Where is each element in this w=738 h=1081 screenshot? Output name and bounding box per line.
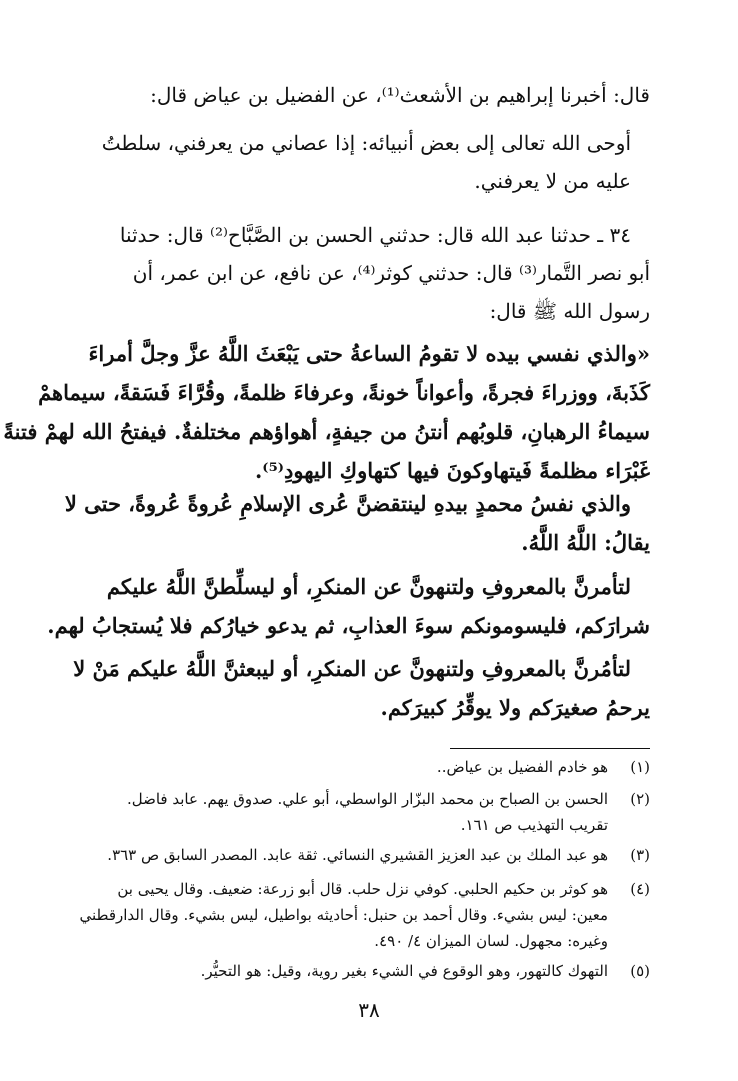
footnote-1: [90, 754, 650, 780]
footnote-divider: [450, 748, 650, 749]
footnote-3-line-1: هو عبد الملك بن عبد العزيز القشيري النسائي. ثقة عابد. المصدر السابق ص ٣٦٣.: [107, 846, 608, 864]
hadith-p3-line-2: شرارَكم، فليسومونكم سوءَ العذابِ، ثم يدعو خيارُكم فلا يُستجابُ لهم.: [47, 613, 650, 638]
footnote-4-line-2: معين: ليس بشيء. وقال أحمد بن حنبل: أحاديثه بواطيل، ليس بشيء. وقال الدارقطني: [79, 906, 608, 924]
hadith-p4-line-1: لتأمُرنَّ بالمعروفِ ولتنهونَّ عن المنكرِ، أو ليبعثنَّ اللَّهُ عليكم مَنْ لا: [73, 656, 631, 681]
hadith-paragraph-3-cont: [47, 606, 650, 645]
isnad-34-paragraph: [86, 216, 631, 254]
isnad-34-continuation: [86, 254, 650, 330]
hadith-paragraph-3: [86, 567, 631, 606]
hadith-p3-line-1: لتأمرنَّ بالمعروفِ ولتنهونَّ عن المنكرِ، أو ليسلِّطنَّ اللَّهُ عليكم: [106, 574, 631, 599]
isnad-34-line-3: رسول الله ﷺ قال:: [489, 299, 650, 323]
hadith-p1-line-3: سيماءُ الرهبانِ، قلوبُهم أنتنُ من جيفةٍ، أهواؤهم مختلفةٌ. فيفتحُ الله لهمْ فتنةً: [3, 419, 650, 444]
footnote-1-line-1: هو خادم الفضيل بن عياض..: [436, 758, 608, 776]
hadith-paragraph-2-cont: [86, 523, 650, 562]
fudayl-quote-line-1: أوحى الله تعالى إلى بعض أنبيائه: إذا عصاني من يعرفني، سلطتُ: [101, 131, 631, 155]
footnote-4-line-3: وغيره: مجهول. لسان الميزان ٤/ ٤٩٠.: [374, 932, 608, 950]
hadith-paragraph-2: [64, 484, 631, 523]
page-number: ٣٨: [358, 998, 380, 1022]
footnote-2-line-1: الحسن بن الصباح بن محمد البزّار الواسطي، أبو علي. صدوق يهم. عابد فاضل.: [126, 790, 608, 808]
intro-paragraph: [86, 76, 650, 114]
hadith-paragraph-4: [73, 649, 631, 688]
footnote-1-number: (١): [630, 758, 650, 776]
hadith-p4-line-2: يرحمُ صغيرَكم ولا يوقِّرُ كبيرَكم.: [380, 695, 650, 720]
hadith-p2-line-1: والذي نفسُ محمدٍ بيدهِ لينتقضنَّ عُرى الإسلامِ عُروةً عُروةً، حتى لا: [64, 491, 631, 516]
hadith-p1-line-2: كَذَبةَ، ووزراءَ فجرةً، وأعواناً خونةً، وعرفاءَ ظلمةً، وقُرَّاءَ فَسَقةً، سيماهمْ: [38, 380, 650, 405]
footnote-5-line-1: التهوك كالتهور، وهو الوقوع في الشيء بغير روية، وقيل: هو التحيُّر.: [200, 962, 608, 980]
footnote-3: [90, 842, 650, 868]
hadith-p1-line-4: غَبْرَاء مظلمةً فَيتهاوكونَ فيها كتهاوكِ اليهودِ⁽⁵⁾.: [255, 458, 650, 483]
isnad-34-line-1: ٣٤ ـ حدثنا عبد الله قال: حدثني الحسن بن الصَّبَّاح⁽²⁾ قال: حدثنا: [119, 223, 631, 247]
hadith-paragraph-4-cont: [86, 688, 650, 727]
hadith-p1-line-1: «والذي نفسي بيده لا تقومُ الساعةُ حتى يَبْعَثَ اللَّهُ عزَّ وجلَّ أمراءَ: [88, 341, 650, 366]
isnad-34-line-2: أبو نصر التَّمار⁽³⁾ قال: حدثني كوثر⁽⁴⁾، عن نافع، عن ابن عمر، أن: [132, 261, 650, 285]
intro-line-1: قال: أخبرنا إبراهيم بن الأشعث⁽¹⁾، عن الفضيل بن عياض قال:: [150, 83, 650, 107]
footnote-5-number: (٥): [630, 962, 650, 980]
fudayl-quote-paragraph: [86, 124, 631, 200]
footnote-4: [79, 876, 650, 954]
hadith-p2-line-2: يقالُ: اللَّهُ اللَّهُ.: [521, 530, 650, 555]
footnote-3-number: (٣): [630, 846, 650, 864]
footnote-2: [90, 786, 650, 838]
footnote-2-line-2: تقريب التهذيب ص ١٦١.: [460, 816, 608, 834]
footnote-4-line-1: هو كوثر بن حكيم الحلبي. كوفي نزل حلب. قال أبو زرعة: ضعيف. وقال يحيى بن: [117, 880, 608, 898]
fudayl-quote-line-2: عليه من لا يعرفني.: [474, 169, 631, 193]
hadith-paragraph-1: [3, 334, 650, 490]
footnote-5: [90, 958, 650, 984]
footnote-4-number: (٤): [630, 880, 650, 898]
footnote-2-number: (٢): [630, 790, 650, 808]
